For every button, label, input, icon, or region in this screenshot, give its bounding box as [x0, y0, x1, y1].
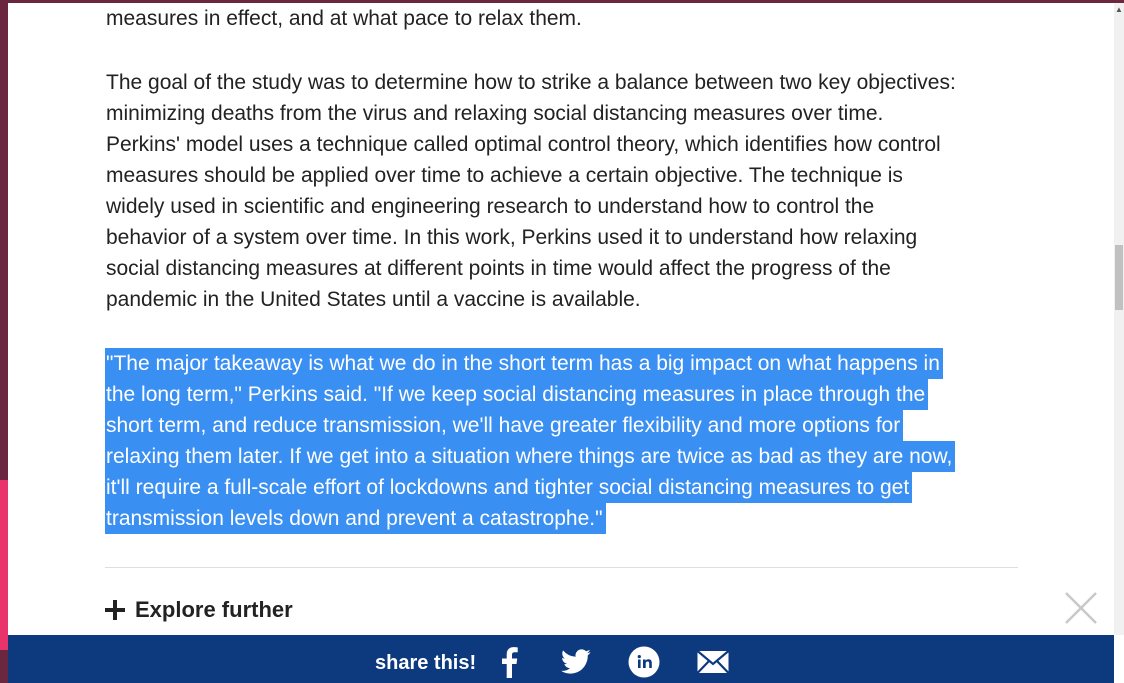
vertical-scrollbar[interactable]: [1114, 3, 1124, 635]
email-icon[interactable]: [696, 649, 730, 675]
paragraph-line: measures should be applied over time to achieve a certain objective. The technique is: [106, 164, 903, 187]
paragraph-line: pandemic in the United States until a vaccine is available.: [106, 288, 641, 311]
twitter-icon[interactable]: [559, 646, 593, 678]
selected-quote-paragraph[interactable]: [106, 348, 1036, 534]
paragraph-line: Perkins' model uses a technique called optimal control theory, which identifies how control: [106, 133, 941, 156]
explore-further-label: Explore further: [135, 597, 293, 622]
selected-quote-line: "The major takeaway is what we do in the short term has a big impact on what happens in: [105, 348, 943, 379]
explore-further-button[interactable]: [105, 597, 293, 623]
plus-icon: [105, 600, 125, 620]
selected-quote-line: the long term," Perkins said. "If we keep social distancing measures in place through the: [105, 379, 928, 410]
left-window-edge: [0, 0, 8, 683]
share-label: share this!: [375, 652, 477, 674]
paragraph-line: widely used in scientific and engineering research to understand how to control the: [106, 195, 875, 218]
section-divider: [105, 567, 1018, 568]
paragraph-line: social distancing measures at different points in time would affect the progress of the: [106, 257, 891, 280]
share-bar: [8, 635, 1114, 683]
scrollbar-thumb[interactable]: [1115, 245, 1123, 310]
paragraph-line: behavior of a system over time. In this work, Perkins used it to understand how relaxing: [106, 226, 918, 249]
partial-paragraph: measures in effect, and at what pace to relax them.: [106, 7, 582, 30]
selected-quote-line: it'll require a full-scale effort of lockdowns and tighter social distancing measures to get: [105, 472, 912, 503]
selected-quote-line: transmission levels down and prevent a catastrophe.": [105, 503, 606, 534]
paragraph-line: The goal of the study was to determine how to strike a balance between two key objectives:: [106, 71, 956, 94]
selected-quote-line: short term, and reduce transmission, we'll have greater flexibility and more options for: [105, 410, 903, 441]
close-icon[interactable]: [1064, 591, 1098, 625]
selected-quote-line: relaxing them later. If we get into a situation where things are twice as bad as they are now,: [105, 441, 955, 472]
paragraph-line: minimizing deaths from the virus and relaxing social distancing measures over time.: [106, 102, 884, 125]
study-goal-paragraph: [106, 67, 1036, 315]
linkedin-icon[interactable]: [628, 646, 660, 678]
facebook-icon[interactable]: [499, 646, 519, 678]
scroll-up-arrow-icon[interactable]: ▲: [1115, 5, 1123, 14]
left-edge-accent: [0, 480, 8, 650]
